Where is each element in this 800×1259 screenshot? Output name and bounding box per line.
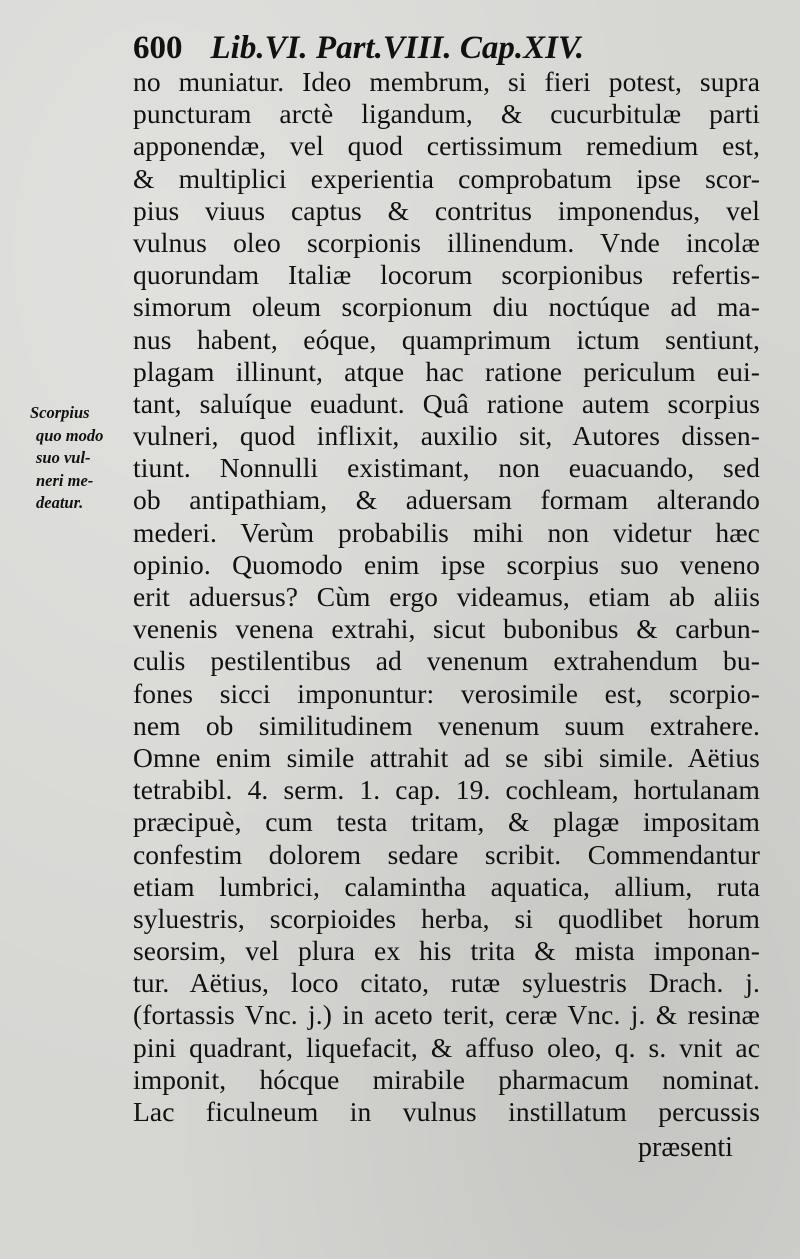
text-line: tiunt. Nonnulli existimant, non euacuando, sed bbox=[133, 452, 760, 484]
text-line: Omne enim simile attrahit ad se sibi simile. Aëtius bbox=[133, 741, 760, 773]
text-line: puncturam arctè ligandum, & cucurbitulæ parti bbox=[133, 98, 760, 130]
text-line: seorsim, vel plura ex his trita & mista imponan- bbox=[133, 935, 760, 967]
running-head-title: Lib.VI. Part.VIII. Cap.XIV. bbox=[210, 30, 585, 66]
text-line: pini quadrant, liquefacit, & affuso oleo, q. s. vnit ac bbox=[133, 1031, 760, 1063]
text-line: præcipuè, cum testa tritam, & plagæ impositam bbox=[133, 806, 760, 838]
text-line: confestim dolorem sedare scribit. Commendantur bbox=[133, 838, 760, 870]
text-line: ob antipathiam, & aduersam formam alterando bbox=[133, 484, 760, 516]
marginal-note bbox=[30, 402, 130, 515]
text-line: quorundam Italiæ locorum scorpionibus refertis- bbox=[133, 259, 760, 291]
text-line: vulneri, quod inflixit, auxilio sit, Autores dissen- bbox=[133, 420, 760, 452]
text-line: opinio. Quomodo enim ipse scorpius suo veneno bbox=[133, 548, 760, 580]
marginal-note-line: suo vul- bbox=[36, 448, 91, 467]
text-line: culis pestilentibus ad venenum extrahendum bu- bbox=[133, 645, 760, 677]
text-line: simorum oleum scorpionum diu noctúque ad ma- bbox=[133, 291, 760, 323]
text-line: fones sicci imponuntur: verosimile est, scorpio- bbox=[133, 677, 760, 709]
text-line: & multiplici experientia comprobatum ipse scor- bbox=[133, 162, 760, 194]
marginal-note-line: Scorpius bbox=[30, 403, 90, 422]
text-line: tur. Aëtius, loco citato, rutæ syluestris Drach. j. bbox=[133, 967, 760, 999]
text-line: apponendæ, vel quod certissimum remedium est, bbox=[133, 130, 760, 162]
marginal-note-line: quo modo bbox=[36, 425, 104, 445]
text-line: etiam lumbrici, calamintha aquatica, allium, ruta bbox=[133, 870, 760, 902]
text-line: tetrabibl. 4. serm. 1. cap. 19. cochleam, hortulanam bbox=[133, 774, 760, 806]
text-line: imponit, hócque mirabile pharmacum nominat. bbox=[133, 1063, 760, 1095]
marginal-note-line: deatur. bbox=[36, 493, 84, 512]
text-line: pius viuus captus & contritus imponendus, vel bbox=[133, 194, 760, 226]
text-line: nus habent, eóque, quamprimum ictum sentiunt, bbox=[133, 323, 760, 355]
text-line: Lac ficulneum in vulnus instillatum percussis bbox=[133, 1096, 760, 1127]
text-line: plagam illinunt, atque hac ratione periculum eui- bbox=[133, 355, 760, 387]
marginal-note-line: neri me- bbox=[36, 470, 94, 490]
text-line: vulnus oleo scorpionis illinendum. Vnde incolæ bbox=[133, 226, 760, 258]
text-line: venenis venena extrahi, sicut bubonibus & carbun- bbox=[133, 613, 760, 645]
running-header bbox=[133, 28, 753, 68]
page-number: 600 bbox=[133, 30, 183, 66]
text-line: mederi. Verùm probabilis mihi non videtur hæc bbox=[133, 516, 760, 548]
text-line: nem ob similitudinem venenum suum extrahere. bbox=[133, 709, 760, 741]
text-line: erit aduersus? Cùm ergo videamus, etiam ab aliis bbox=[133, 581, 760, 612]
text-line: tant, saluíque euadunt. Quâ ratione autem scorpius bbox=[133, 387, 760, 419]
text-line: syluestris, scorpioides herba, si quodlibet horum bbox=[133, 902, 760, 934]
body-text bbox=[133, 66, 760, 1128]
text-line: (fortassis Vnc. j.) in aceto terit, ceræ Vnc. j. & resinæ bbox=[133, 999, 760, 1031]
catchword: præsenti bbox=[638, 1132, 733, 1163]
text-line: no muniatur. Ideo membrum, si fieri potest, supra bbox=[133, 66, 760, 97]
